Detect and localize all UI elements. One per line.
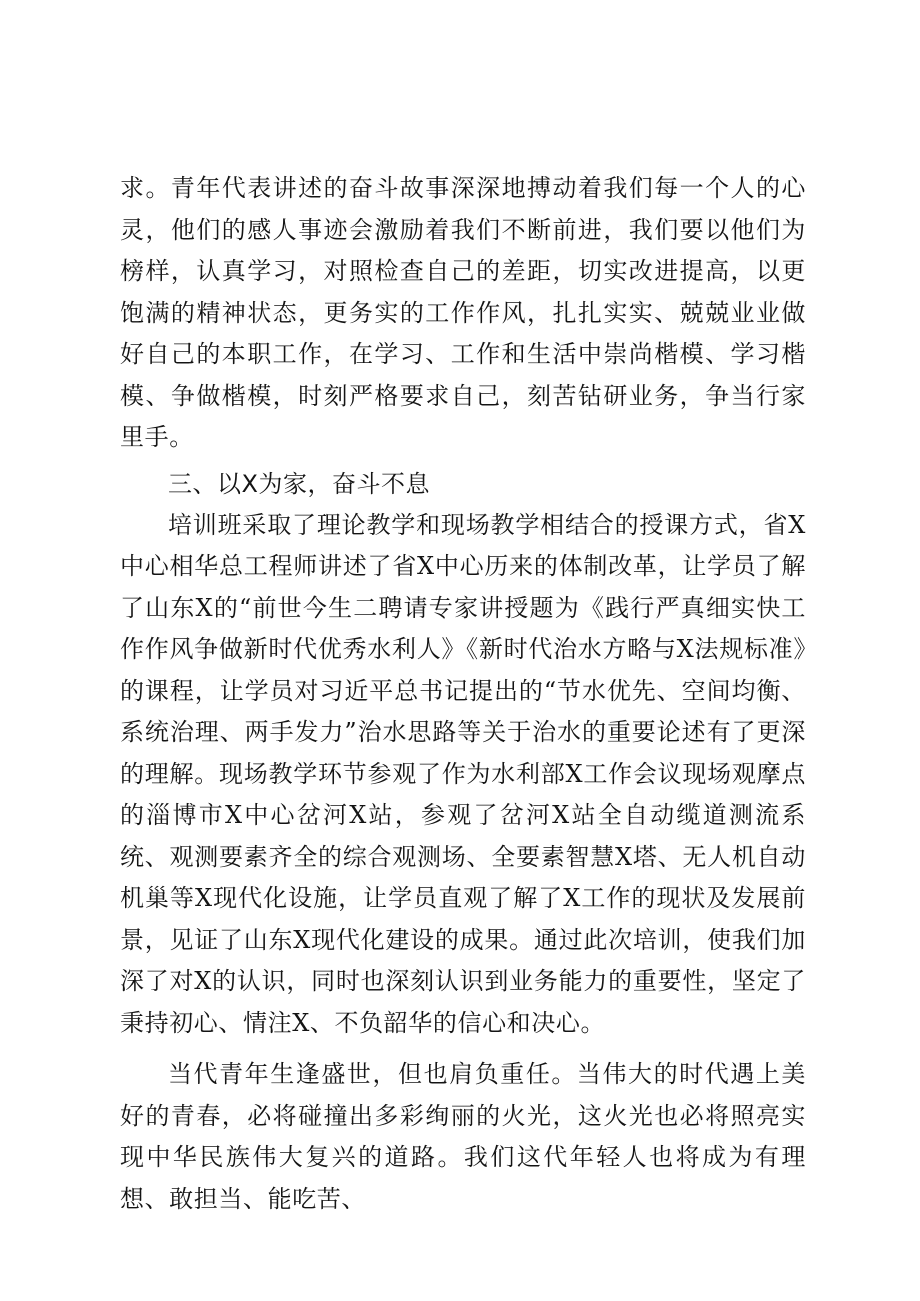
- paragraph-continued: 求。青年代表讲述的奋斗故事深深地搏动着我们每一个人的心灵，他们的感人事迹会激励着我们不断前进，我们要以他们为榜样，认真学习，对照检查自己的差距，切实改进提高，以更饱满的精神状态，更务实的工作作风，扎扎实实、兢兢业业做好自己的本职工作，在学习、工作和生活中崇尚楷模、学习楷模、争做楷模，时刻严格要求自己，刻苦钻研业务，争当行家里手。: [120, 174, 806, 451]
- section-heading: 三、以X为家，奋斗不息: [168, 469, 430, 498]
- paragraph-training: 培训班采取了理论教学和现场教学相结合的授课方式，省X中心相华总工程师讲述了省X中心历来的体制改革，让学员了解了山东X的“前世今生二聘请专家讲授题为《践行严真细实快工作作风争做新时代优秀水利人》《新时代治水方略与X法规标准》的课程，让学员对习近平总书记提出的“节水优先、空间均衡、系统治理、两手发力”治水思路等关于治水的重要论述有了更深的理解。现场教学环节参观了作为水利部X工作会议现场观摩点的淄博市X中心岔河X站，参观了岔河X站全自动缆道测流系统、观测要素齐全的综合观测场、全要素智慧X塔、无人机自动机巢等X现代化设施，让学员直观了解了X工作的现状及发展前景，见证了山东X现代化建设的成果。通过此次培训，使我们加深了对X的认识，同时也深刻认识到业务能力的重要性，坚定了秉持初心、情注X、不负韶华的信心和决心。: [120, 510, 806, 1037]
- paragraph-youth: 当代青年生逢盛世，但也肩负重任。当伟大的时代遇上美好的青春，必将碰撞出多彩绚丽的火光，这火光也必将照亮实现中华民族伟大复兴的道路。我们这代年轻人也将成为有理想、敢担当、能吃苦、: [120, 1060, 806, 1213]
- document-body: [120, 168, 806, 1220]
